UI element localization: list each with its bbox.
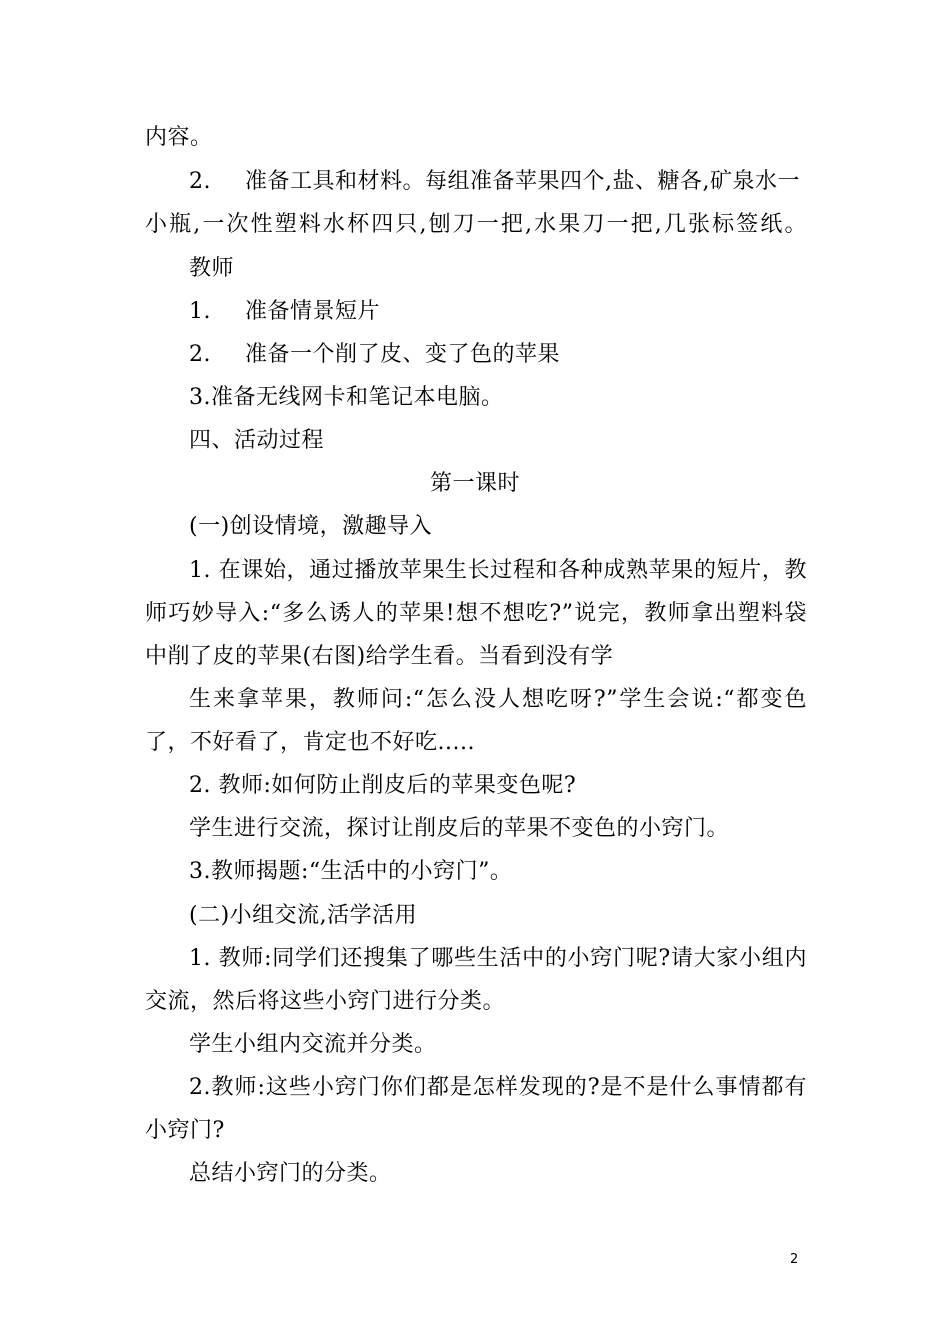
paragraph-line: 学生进行交流，探讨让削皮后的苹果不变色的小窍门。 (189, 816, 730, 841)
subsection-heading: (一)创设情境，激趣导入 (189, 514, 433, 539)
list-item (189, 341, 560, 369)
paragraph-line: 内容。 (145, 125, 213, 150)
paragraph-line: 学生小组内交流并分类。 (189, 1032, 437, 1057)
list-item (189, 298, 380, 326)
list-text: 准备一个削了皮、变了色的苹果 (245, 342, 561, 367)
list-number: 1. (189, 299, 211, 324)
paragraph-line: 3.准备无线网卡和笔记本电脑。 (189, 385, 504, 410)
paragraph-line: 中削了皮的苹果(右图)给学生看。当看到没有学 (145, 644, 614, 669)
paragraph-line: 2. 教师:如何防止削皮后的苹果变色呢? (189, 773, 577, 798)
list-text: 准备情景短片 (245, 299, 381, 324)
paragraph-line: 师巧妙导入:“多么诱人的苹果!想不想吃?”说完，教师拿出塑料袋 (145, 601, 807, 626)
list-number: 2. (189, 169, 211, 194)
paragraph-line: 了，不好看了，肯定也不好吃..... (145, 730, 475, 755)
paragraph-line: 1. 教师:同学们还搜集了哪些生活中的小窍门呢?请大家小组内 (189, 946, 807, 971)
lesson-title: 第一课时 (429, 471, 520, 496)
paragraph-line: 1. 在课始，通过播放苹果生长过程和各种成熟苹果的短片，教 (189, 558, 807, 583)
page-number: 2 (790, 1252, 799, 1267)
subsection-heading: (二)小组交流,活学活用 (189, 903, 418, 928)
paragraph-line: 教师 (189, 256, 235, 281)
section-heading: 四、活动过程 (189, 428, 325, 453)
paragraph-line: 小窍门? (145, 1118, 225, 1143)
paragraph-line: 小瓶,一次性塑料水杯四只,刨刀一把,水果刀一把,几张标签纸。 (145, 212, 807, 237)
list-item (189, 168, 800, 196)
paragraph-line: 2.教师:这些小窍门你们都是怎样发现的?是不是什么事情都有 (189, 1075, 807, 1100)
paragraph-line: 交流，然后将这些小窍门进行分类。 (145, 989, 506, 1014)
paragraph-line: 3.教师揭题:“生活中的小窍门”。 (189, 859, 513, 884)
paragraph-line: 总结小窍门的分类。 (189, 1161, 392, 1186)
list-number: 2. (189, 342, 211, 367)
list-text: 准备工具和材料。每组准备苹果四个,盐、糖各,矿泉水一 (245, 169, 800, 194)
paragraph-line: 生来拿苹果，教师问:“怎么没人想吃呀?”学生会说:“都变色 (189, 687, 807, 712)
